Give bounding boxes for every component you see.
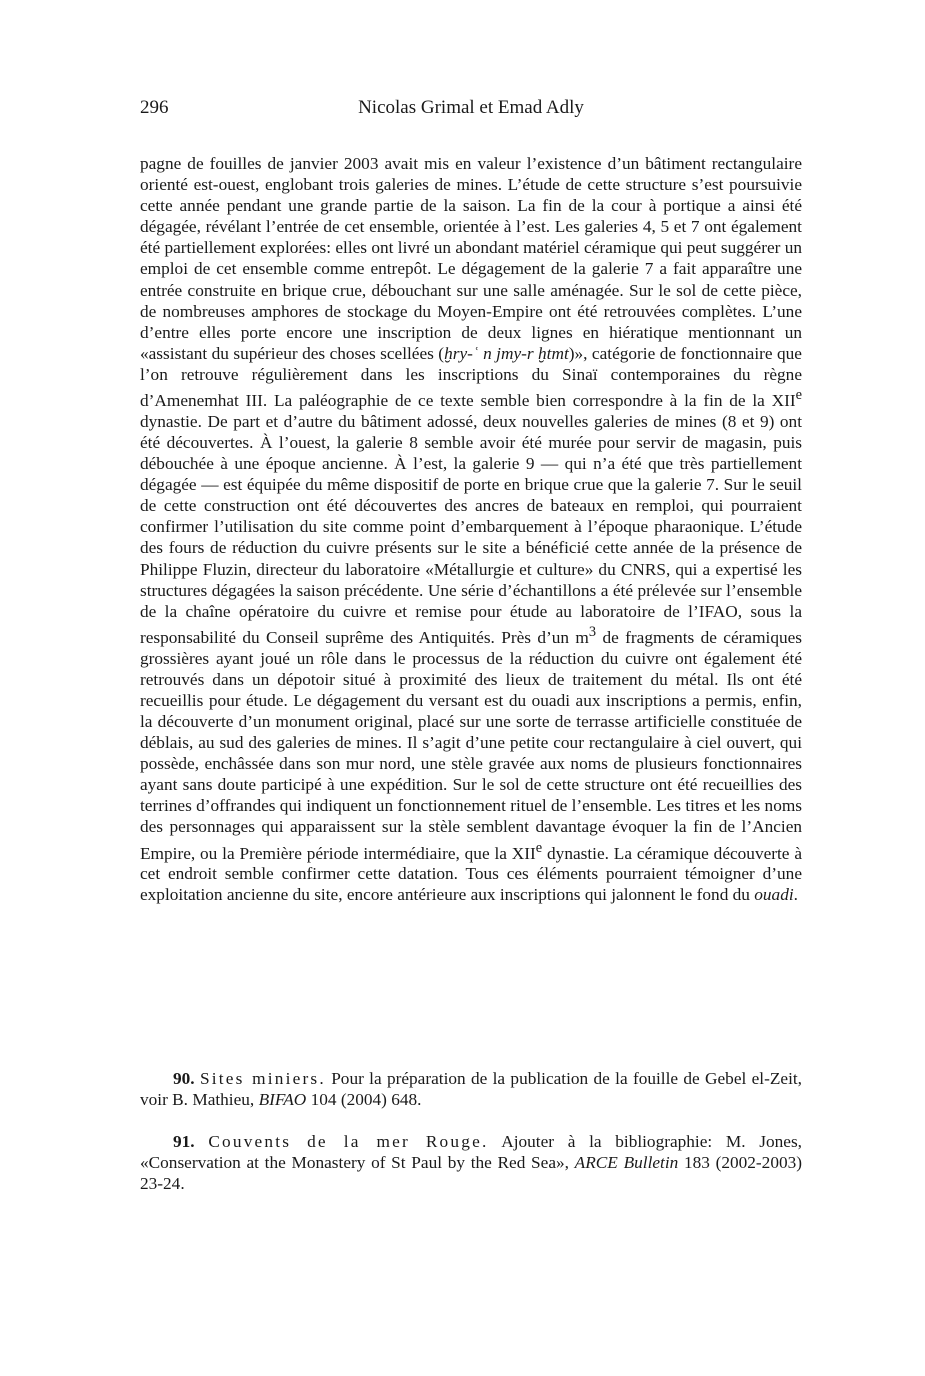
entry-number: 90. (173, 1069, 195, 1088)
egyptian-term: ḫry-ʿ n jmy-r ḫtmt (444, 343, 569, 363)
page-header (140, 97, 802, 123)
body-text-segment: de fragments de céramiques grossières ayant joué un rôle dans le processus de la réduction du cuivre ont également été retrouvés dans un dépotoir situé à proximité des lieux de traitement du métal. Ils ont été recueillis pour étude. Le dégagement du versant est du ouadi aux inscriptions a permis, enfin, la découverte d’un monument original, placé sur une sorte de terrasse artificielle constituée de déblais, au sud des galeries de mines. Il s’agit d’une petite cour rectangulaire à ciel ouvert, qui possède, enchâssée dans son mur nord, une stèle gravée aux noms de plusieurs fonctionnaires ayant sans doute participé à une expédition. Sur le sol de cette structure ont été recueillies des terrines d’offrandes qui indiquent un fonctionnement rituel de l’ensemble. Les titres et les noms des personnages qui apparaissent sur la stèle semblent davantage évoquer la fin de l’Ancien Empire, ou la Première période intermédiaire, que la XII (140, 627, 802, 863)
body-text-segment: )», catégorie de fonctionnaire que l’on retrouve régulièrement dans les inscriptions du Sinaï contemporaines du règne d’Amenemhat III. La paléographie de ce texte semble bien correspondre à la fin de la XII (140, 343, 802, 410)
entry-text: Ajouter à la bibliographie: M. Jones, «Conservation at the Monastery of St Paul by the Red Sea», (140, 1132, 802, 1173)
journal-title: ARCE Bulletin (574, 1153, 679, 1173)
entry-title: Couvents de la mer Rouge. (208, 1132, 489, 1151)
superscript: e (795, 387, 802, 404)
body-text-segment: dynastie. De part et d’autre du bâtiment adossé, deux nouvelles galeries de mines (8 et 9) ont été découvertes. À l’ouest, la galerie 8 semble avoir été murée pour servir de magasin, puis débouchée à une époque ancienne. À l’est, la galerie 9 — qui n’a été que très partiellement dégagée — est équipée du même dispositif de porte en brique crue que la galerie 7. Sur le seuil de cette construction ont été découvertes des ancres de bateaux en remploi, qui pourraient confirmer l’utilisation du site comme point d’embarquement à l’époque pharaonique. L’étude des fours de réduction du cuivre présents sur le site a bénéficié cette année de la présence de Philippe Fluzin, directeur du laboratoire «Métallurgie et culture» du CNRS, qui a expertisé les structures dégagées la saison précédente. Une série d’échantillons a été prélevée sur l’ensemble de la chaîne opératoire du cuivre et remise pour étude au laboratoire de l’IFAO, sous la responsabilité du Conseil suprême des Antiquités. Près d’un m (140, 411, 802, 647)
superscript: e (535, 839, 543, 856)
entry-91 (140, 1131, 802, 1194)
body-paragraph (140, 153, 802, 906)
page-number: 296 (140, 97, 169, 118)
entry-number: 91. (173, 1132, 195, 1151)
body-text-segment: dynastie. La céramique découverte à cet endroit semble confirmer cette datation. Tous ces éléments pourraient témoigner d’une exploitation ancienne du site, encore antérieure aux inscriptions qui jalonnent le fond du (140, 843, 803, 905)
entry-text: 104 (2004) 648. (306, 1090, 422, 1110)
entry-text: Pour la préparation de la publication de la fouille de Gebel el-Zeit, voir B. Mathieu, (140, 1069, 803, 1110)
running-head: Nicolas Grimal et Emad Adly (358, 97, 584, 118)
entry-90 (140, 1068, 802, 1110)
journal-title: BIFAO (258, 1090, 307, 1110)
entry-title: Sites miniers. (199, 1069, 326, 1088)
superscript: 3 (588, 623, 597, 640)
ouadi-term: ouadi (754, 885, 794, 905)
entry-text: 183 (2002-2003) 23-24. (140, 1153, 802, 1194)
body-text-segment: . (793, 885, 798, 905)
body-text-segment: pagne de fouilles de janvier 2003 avait mis en valeur l’existence d’un bâtiment rectangulaire orienté est-ouest, englobant trois galeries de mines. L’étude de cette structure s’est poursuivie cette année pendant une grande partie de la saison. La fin de la cour à portique a ainsi été dégagée, révélant l’entrée de cet ensemble, orientée à l’est. Les galeries 4, 5 et 7 ont également été partiellement explorées: elles ont livré un abondant matériel céramique qui peut suggérer un emploi de cet ensemble comme entrepôt. Le dégagement de la galerie 7 a fait apparaître une entrée construite en brique crue, débouchant sur une salle aménagée. Sur le sol de cette pièce, de nombreuses amphores de stockage du Moyen-Empire ont été retrouvées complètes. L’une d’entre elles porte encore une inscription de deux lignes en hiératique mentionnant un «assistant du supérieur des choses scellées ( (140, 154, 802, 363)
